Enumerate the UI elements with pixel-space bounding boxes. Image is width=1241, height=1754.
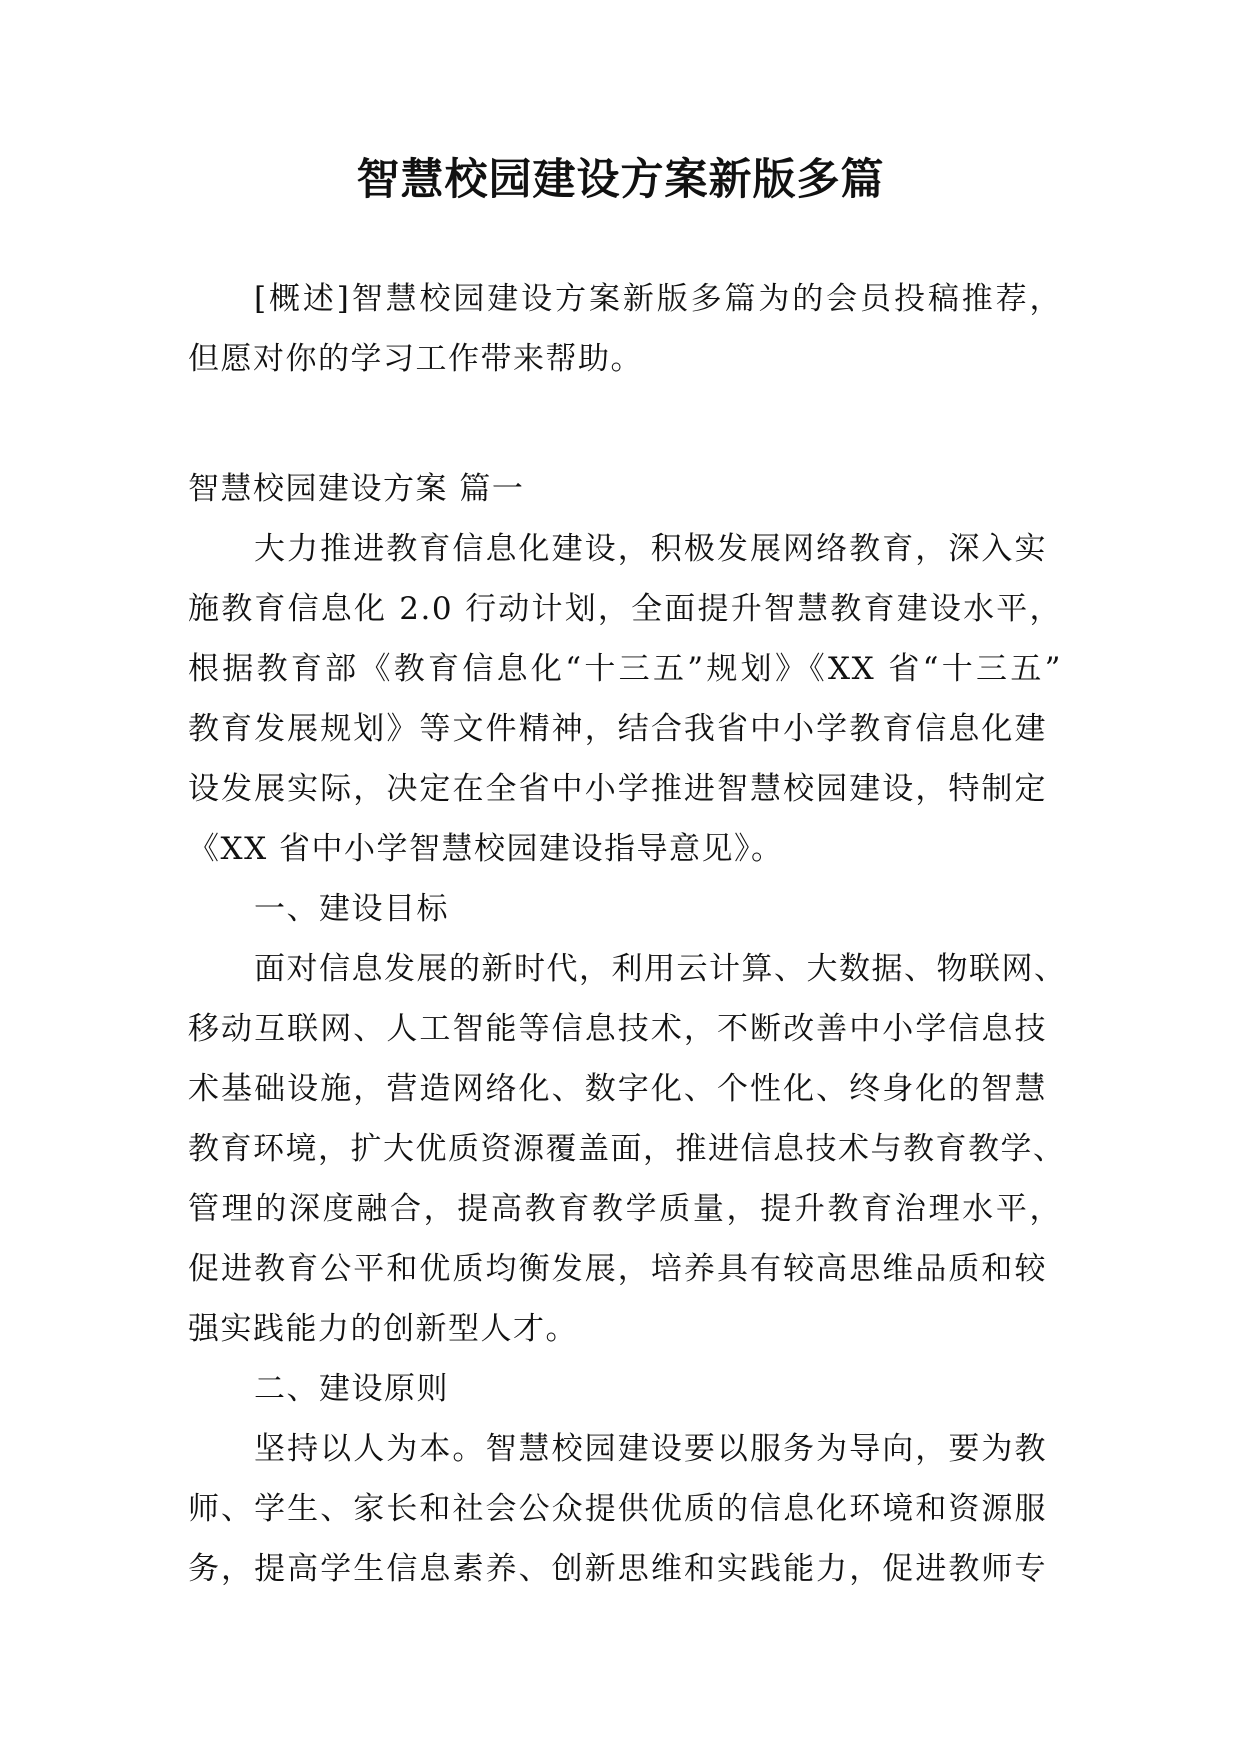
summary-line-2: 但愿对你的学习工作带来帮助。 [188, 341, 643, 377]
paragraph-line: 《XX 省中小学智慧校园建设指导意见》。 [188, 831, 784, 867]
paragraph-line: 设发展实际，决定在全省中小学推进智慧校园建设，特制定 [188, 771, 1047, 807]
paragraph-line: 强实践能力的创新型人才。 [188, 1311, 578, 1347]
paragraph-line: 施教育信息化 2.0 行动计划，全面提升智慧教育建设水平， [188, 591, 1062, 627]
paragraph-line: 根据教育部《教育信息化“十三五”规划》《XX 省“十三五” [188, 651, 1062, 687]
heading-construction-principles: 二、建设原则 [254, 1371, 449, 1407]
paragraph-line: 教育发展规划》等文件精神，结合我省中小学教育信息化建 [188, 711, 1047, 747]
paragraph-line: 术基础设施，营造网络化、数字化、个性化、终身化的智慧 [188, 1071, 1047, 1107]
summary-line-1: [概述]智慧校园建设方案新版多篇为的会员投稿推荐， [254, 281, 1062, 317]
paragraph-line: 教育环境，扩大优质资源覆盖面，推进信息技术与教育教学、 [188, 1131, 1066, 1167]
heading-construction-goals: 一、建设目标 [254, 891, 449, 927]
paragraph-line: 坚持以人为本。智慧校园建设要以服务为导向，要为教 [254, 1431, 1047, 1467]
paragraph-line: 师、学生、家长和社会公众提供优质的信息化环境和资源服 [188, 1491, 1047, 1527]
document-title: 智慧校园建设方案新版多篇 [356, 155, 885, 205]
paragraph-line: 面对信息发展的新时代，利用云计算、大数据、物联网、 [254, 951, 1067, 987]
paragraph-line: 大力推进教育信息化建设，积极发展网络教育，深入实 [254, 531, 1047, 567]
paragraph-line: 促进教育公平和优质均衡发展，培养具有较高思维品质和较 [188, 1251, 1047, 1287]
paragraph-line: 管理的深度融合，提高教育教学质量，提升教育治理水平， [188, 1191, 1062, 1227]
section-heading: 智慧校园建设方案 篇一 [188, 471, 525, 507]
paragraph-line: 移动互联网、人工智能等信息技术，不断改善中小学信息技 [188, 1011, 1047, 1047]
paragraph-line: 务，提高学生信息素养、创新思维和实践能力，促进教师专 [188, 1551, 1047, 1587]
